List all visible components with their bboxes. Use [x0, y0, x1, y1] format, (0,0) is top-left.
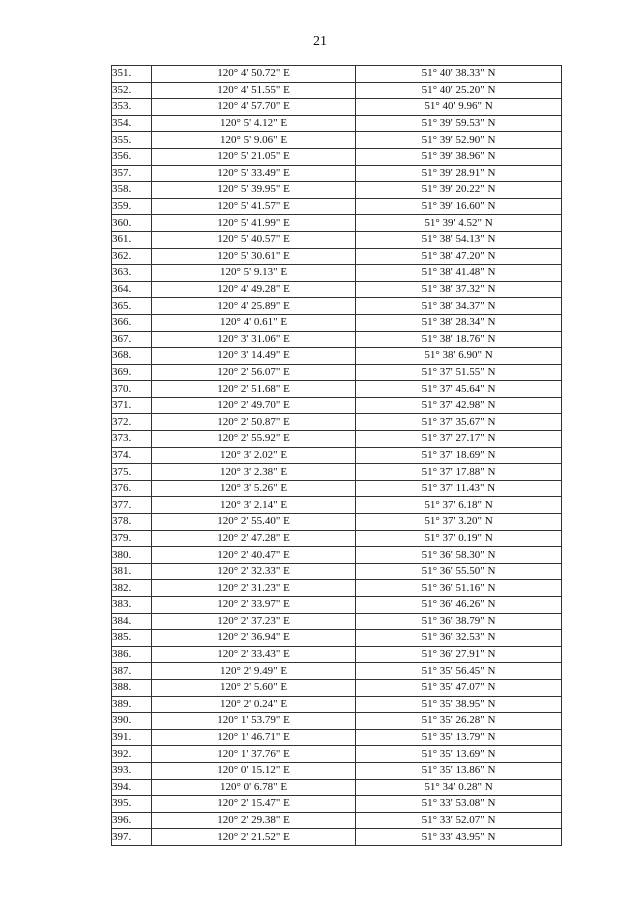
latitude-cell: 51° 37' 35.67" N	[356, 414, 562, 431]
table-row	[112, 762, 562, 779]
point-number-cell: 378.	[112, 514, 152, 531]
longitude-cell: 120° 4' 50.72" E	[152, 66, 356, 83]
table-row	[112, 331, 562, 348]
point-number-cell: 396.	[112, 812, 152, 829]
table-row	[112, 115, 562, 132]
longitude-cell: 120° 5' 4.12" E	[152, 115, 356, 132]
latitude-cell: 51° 40' 38.33" N	[356, 66, 562, 83]
longitude-cell: 120° 4' 49.28" E	[152, 281, 356, 298]
point-number-cell: 381.	[112, 563, 152, 580]
point-number-cell: 365.	[112, 298, 152, 315]
longitude-cell: 120° 5' 9.13" E	[152, 265, 356, 282]
table-row	[112, 663, 562, 680]
longitude-cell: 120° 5' 30.61" E	[152, 248, 356, 265]
latitude-cell: 51° 38' 18.76" N	[356, 331, 562, 348]
point-number-cell: 386.	[112, 646, 152, 663]
point-number-cell: 383.	[112, 597, 152, 614]
table-row	[112, 613, 562, 630]
point-number-cell: 373.	[112, 431, 152, 448]
latitude-cell: 51° 37' 51.55" N	[356, 364, 562, 381]
latitude-cell: 51° 35' 26.28" N	[356, 713, 562, 730]
latitude-cell: 51° 33' 53.08" N	[356, 796, 562, 813]
point-number-cell: 360.	[112, 215, 152, 232]
table-row	[112, 182, 562, 199]
table-row	[112, 447, 562, 464]
longitude-cell: 120° 5' 41.57" E	[152, 198, 356, 215]
longitude-cell: 120° 2' 0.24" E	[152, 696, 356, 713]
point-number-cell: 385.	[112, 630, 152, 647]
table-row	[112, 198, 562, 215]
point-number-cell: 382.	[112, 580, 152, 597]
longitude-cell: 120° 5' 33.49" E	[152, 165, 356, 182]
point-number-cell: 377.	[112, 497, 152, 514]
latitude-cell: 51° 36' 46.26" N	[356, 597, 562, 614]
longitude-cell: 120° 2' 21.52" E	[152, 829, 356, 846]
latitude-cell: 51° 38' 54.13" N	[356, 231, 562, 248]
point-number-cell: 369.	[112, 364, 152, 381]
longitude-cell: 120° 4' 0.61" E	[152, 314, 356, 331]
latitude-cell: 51° 38' 47.20" N	[356, 248, 562, 265]
table-row	[112, 215, 562, 232]
latitude-cell: 51° 36' 55.50" N	[356, 563, 562, 580]
latitude-cell: 51° 37' 0.19" N	[356, 530, 562, 547]
latitude-cell: 51° 35' 38.95" N	[356, 696, 562, 713]
table-row	[112, 746, 562, 763]
point-number-cell: 361.	[112, 231, 152, 248]
table-row	[112, 829, 562, 846]
point-number-cell: 354.	[112, 115, 152, 132]
longitude-cell: 120° 3' 5.26" E	[152, 480, 356, 497]
point-number-cell: 359.	[112, 198, 152, 215]
point-number-cell: 353.	[112, 99, 152, 116]
point-number-cell: 357.	[112, 165, 152, 182]
latitude-cell: 51° 39' 59.53" N	[356, 115, 562, 132]
table-row	[112, 580, 562, 597]
point-number-cell: 372.	[112, 414, 152, 431]
longitude-cell: 120° 2' 37.23" E	[152, 613, 356, 630]
point-number-cell: 387.	[112, 663, 152, 680]
table-row	[112, 165, 562, 182]
latitude-cell: 51° 38' 41.48" N	[356, 265, 562, 282]
longitude-cell: 120° 5' 39.95" E	[152, 182, 356, 199]
point-number-cell: 384.	[112, 613, 152, 630]
point-number-cell: 370.	[112, 381, 152, 398]
longitude-cell: 120° 2' 5.60" E	[152, 679, 356, 696]
latitude-cell: 51° 39' 20.22" N	[356, 182, 562, 199]
longitude-cell: 120° 2' 51.68" E	[152, 381, 356, 398]
latitude-cell: 51° 36' 32.53" N	[356, 630, 562, 647]
point-number-cell: 391.	[112, 729, 152, 746]
table-row	[112, 148, 562, 165]
latitude-cell: 51° 37' 42.98" N	[356, 397, 562, 414]
latitude-cell: 51° 36' 38.79" N	[356, 613, 562, 630]
table-row	[112, 414, 562, 431]
longitude-cell: 120° 2' 36.94" E	[152, 630, 356, 647]
table-row	[112, 381, 562, 398]
table-row	[112, 514, 562, 531]
table-row	[112, 314, 562, 331]
coordinates-table	[111, 65, 562, 846]
latitude-cell: 51° 37' 6.18" N	[356, 497, 562, 514]
point-number-cell: 355.	[112, 132, 152, 149]
point-number-cell: 356.	[112, 148, 152, 165]
latitude-cell: 51° 37' 27.17" N	[356, 431, 562, 448]
longitude-cell: 120° 1' 46.71" E	[152, 729, 356, 746]
latitude-cell: 51° 33' 43.95" N	[356, 829, 562, 846]
latitude-cell: 51° 38' 37.32" N	[356, 281, 562, 298]
table-row	[112, 563, 562, 580]
table-row	[112, 298, 562, 315]
table-row	[112, 348, 562, 365]
latitude-cell: 51° 35' 47.07" N	[356, 679, 562, 696]
point-number-cell: 362.	[112, 248, 152, 265]
latitude-cell: 51° 36' 58.30" N	[356, 547, 562, 564]
longitude-cell: 120° 4' 51.55" E	[152, 82, 356, 99]
table-row	[112, 779, 562, 796]
point-number-cell: 389.	[112, 696, 152, 713]
latitude-cell: 51° 37' 11.43" N	[356, 480, 562, 497]
point-number-cell: 371.	[112, 397, 152, 414]
latitude-cell: 51° 33' 52.07" N	[356, 812, 562, 829]
table-row	[112, 248, 562, 265]
table-row	[112, 281, 562, 298]
table-row	[112, 713, 562, 730]
longitude-cell: 120° 2' 31.23" E	[152, 580, 356, 597]
point-number-cell: 395.	[112, 796, 152, 813]
longitude-cell: 120° 0' 15.12" E	[152, 762, 356, 779]
point-number-cell: 358.	[112, 182, 152, 199]
latitude-cell: 51° 34' 0.28" N	[356, 779, 562, 796]
latitude-cell: 51° 36' 27.91" N	[356, 646, 562, 663]
table-row	[112, 679, 562, 696]
table-row	[112, 431, 562, 448]
longitude-cell: 120° 5' 21.05" E	[152, 148, 356, 165]
table-row	[112, 497, 562, 514]
table-row	[112, 82, 562, 99]
point-number-cell: 375.	[112, 464, 152, 481]
table-row	[112, 265, 562, 282]
page-number: 21	[313, 34, 327, 49]
coordinates-table-body	[112, 66, 562, 846]
table-row	[112, 630, 562, 647]
longitude-cell: 120° 2' 9.49" E	[152, 663, 356, 680]
point-number-cell: 392.	[112, 746, 152, 763]
longitude-cell: 120° 1' 37.76" E	[152, 746, 356, 763]
table-row	[112, 132, 562, 149]
longitude-cell: 120° 5' 41.99" E	[152, 215, 356, 232]
table-row	[112, 364, 562, 381]
table-row	[112, 646, 562, 663]
latitude-cell: 51° 39' 4.52" N	[356, 215, 562, 232]
table-row	[112, 812, 562, 829]
table-row	[112, 464, 562, 481]
longitude-cell: 120° 1' 53.79" E	[152, 713, 356, 730]
longitude-cell: 120° 2' 50.87" E	[152, 414, 356, 431]
table-row	[112, 597, 562, 614]
point-number-cell: 366.	[112, 314, 152, 331]
latitude-cell: 51° 37' 3.20" N	[356, 514, 562, 531]
table-row	[112, 99, 562, 116]
table-row	[112, 480, 562, 497]
latitude-cell: 51° 35' 13.79" N	[356, 729, 562, 746]
table-row	[112, 66, 562, 83]
point-number-cell: 352.	[112, 82, 152, 99]
longitude-cell: 120° 2' 40.47" E	[152, 547, 356, 564]
point-number-cell: 379.	[112, 530, 152, 547]
latitude-cell: 51° 37' 45.64" N	[356, 381, 562, 398]
longitude-cell: 120° 4' 57.70" E	[152, 99, 356, 116]
longitude-cell: 120° 5' 40.57" E	[152, 231, 356, 248]
latitude-cell: 51° 39' 38.96" N	[356, 148, 562, 165]
longitude-cell: 120° 4' 25.89" E	[152, 298, 356, 315]
latitude-cell: 51° 37' 17.88" N	[356, 464, 562, 481]
longitude-cell: 120° 2' 55.92" E	[152, 431, 356, 448]
table-row	[112, 796, 562, 813]
latitude-cell: 51° 40' 9.96" N	[356, 99, 562, 116]
longitude-cell: 120° 2' 47.28" E	[152, 530, 356, 547]
latitude-cell: 51° 39' 16.60" N	[356, 198, 562, 215]
point-number-cell: 397.	[112, 829, 152, 846]
latitude-cell: 51° 37' 18.69" N	[356, 447, 562, 464]
point-number-cell: 363.	[112, 265, 152, 282]
latitude-cell: 51° 35' 13.69" N	[356, 746, 562, 763]
table-row	[112, 729, 562, 746]
point-number-cell: 380.	[112, 547, 152, 564]
table-row	[112, 231, 562, 248]
table-row	[112, 696, 562, 713]
point-number-cell: 393.	[112, 762, 152, 779]
latitude-cell: 51° 35' 13.86" N	[356, 762, 562, 779]
longitude-cell: 120° 2' 56.07" E	[152, 364, 356, 381]
longitude-cell: 120° 0' 6.78" E	[152, 779, 356, 796]
latitude-cell: 51° 38' 28.34" N	[356, 314, 562, 331]
table-row	[112, 530, 562, 547]
longitude-cell: 120° 2' 15.47" E	[152, 796, 356, 813]
longitude-cell: 120° 2' 49.70" E	[152, 397, 356, 414]
point-number-cell: 376.	[112, 480, 152, 497]
latitude-cell: 51° 35' 56.45" N	[356, 663, 562, 680]
longitude-cell: 120° 3' 31.06" E	[152, 331, 356, 348]
latitude-cell: 51° 40' 25.20" N	[356, 82, 562, 99]
longitude-cell: 120° 3' 2.14" E	[152, 497, 356, 514]
point-number-cell: 367.	[112, 331, 152, 348]
latitude-cell: 51° 38' 34.37" N	[356, 298, 562, 315]
longitude-cell: 120° 3' 14.49" E	[152, 348, 356, 365]
longitude-cell: 120° 2' 32.33" E	[152, 563, 356, 580]
latitude-cell: 51° 38' 6.90" N	[356, 348, 562, 365]
longitude-cell: 120° 2' 33.97" E	[152, 597, 356, 614]
point-number-cell: 388.	[112, 679, 152, 696]
longitude-cell: 120° 2' 29.38" E	[152, 812, 356, 829]
point-number-cell: 394.	[112, 779, 152, 796]
latitude-cell: 51° 36' 51.16" N	[356, 580, 562, 597]
longitude-cell: 120° 3' 2.02" E	[152, 447, 356, 464]
table-row	[112, 547, 562, 564]
point-number-cell: 368.	[112, 348, 152, 365]
latitude-cell: 51° 39' 28.91" N	[356, 165, 562, 182]
point-number-cell: 364.	[112, 281, 152, 298]
longitude-cell: 120° 3' 2.38" E	[152, 464, 356, 481]
latitude-cell: 51° 39' 52.90" N	[356, 132, 562, 149]
longitude-cell: 120° 2' 33.43" E	[152, 646, 356, 663]
point-number-cell: 351.	[112, 66, 152, 83]
table-row	[112, 397, 562, 414]
longitude-cell: 120° 5' 9.06" E	[152, 132, 356, 149]
point-number-cell: 390.	[112, 713, 152, 730]
point-number-cell: 374.	[112, 447, 152, 464]
longitude-cell: 120° 2' 55.40" E	[152, 514, 356, 531]
